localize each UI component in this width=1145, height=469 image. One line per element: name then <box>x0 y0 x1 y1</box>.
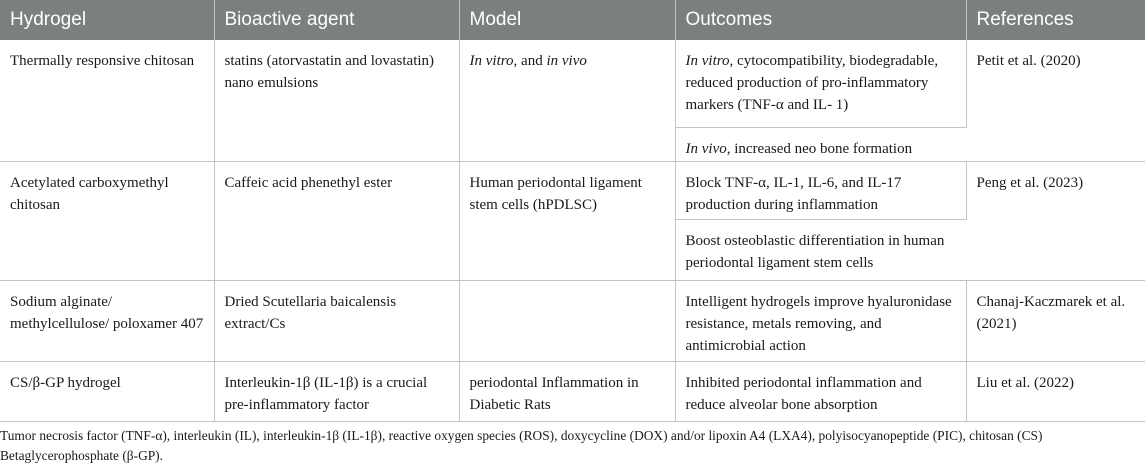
model-in-vivo: in vivo <box>546 53 587 69</box>
cell-outcome <box>675 127 966 161</box>
model-in-vitro: In vitro <box>469 53 514 69</box>
column-header-hydrogel: Hydrogel <box>0 0 214 40</box>
outcome-label: In vivo <box>685 140 727 157</box>
column-header-outcomes: Outcomes <box>675 0 966 40</box>
column-header-bioactive-agent: Bioactive agent <box>214 0 459 40</box>
column-header-references: References <box>966 0 1145 40</box>
cell-outcome: Boost osteoblastic differentiation in human periodontal ligament stem cells <box>675 219 966 280</box>
cell-hydrogel: Sodium alginate/ methylcellulose/ poloxamer 407 <box>0 280 214 361</box>
column-header-model: Model <box>459 0 675 40</box>
table-header-row <box>0 0 1145 40</box>
outcome-text: , increased neo bone formation <box>726 140 913 157</box>
cell-reference: Chanaj-Kaczmarek et al. (2021) <box>966 280 1145 361</box>
table-row <box>0 161 1145 219</box>
cell-model: Human periodontal ligament stem cells (hPDLSC) <box>459 161 675 280</box>
outcome-label: In vitro <box>685 53 730 69</box>
cell-model <box>459 40 675 161</box>
table-row <box>0 40 1145 127</box>
cell-model: periodontal Inflammation in Diabetic Rats <box>459 361 675 421</box>
cell-hydrogel: CS/β-GP hydrogel <box>0 361 214 421</box>
cell-bioactive-agent: statins (atorvastatin and lovastatin) nano emulsions <box>214 40 459 161</box>
cell-outcome: Intelligent hydrogels improve hyaluronidase resistance, metals removing, and antimicrobial action <box>675 280 966 361</box>
table-footnote: Tumor necrosis factor (TNF-α), interleukin (IL), interleukin-1β (IL-1β), reactive oxygen species (ROS), doxycycline (DOX) and/or lipoxin A4 (LXA4), polyisocyanopeptide (PIC), chitosan (CS) Betaglycerophosphate (β-GP). <box>0 428 1043 463</box>
cell-bioactive-agent: Caffeic acid phenethyl ester <box>214 161 459 280</box>
cell-hydrogel: Acetylated carboxymethyl chitosan <box>0 161 214 280</box>
model-connector: , and <box>513 53 547 69</box>
cell-outcome: Block TNF-α, IL-1, IL-6, and IL-17 production during inflammation <box>675 161 966 219</box>
cell-hydrogel: Thermally responsive chitosan <box>0 40 214 161</box>
cell-reference: Peng et al. (2023) <box>966 161 1145 280</box>
cell-bioactive-agent: Dried Scutellaria baicalensis extract/Cs <box>214 280 459 361</box>
table-row <box>0 361 1145 421</box>
cell-bioactive-agent: Interleukin-1β (IL-1β) is a crucial pre-inflammatory factor <box>214 361 459 421</box>
cell-reference: Petit et al. (2020) <box>966 40 1145 161</box>
cell-outcome <box>675 40 966 127</box>
cell-reference: Liu et al. (2022) <box>966 361 1145 421</box>
cell-outcome: Inhibited periodontal inflammation and reduce alveolar bone absorption <box>675 361 966 421</box>
table-row <box>0 280 1145 361</box>
outcome-text: , cytocompatibility, biodegradable, reduced production of pro-inflammatory markers (TNF-α and IL- 1) <box>685 53 939 113</box>
cell-model <box>459 280 675 361</box>
